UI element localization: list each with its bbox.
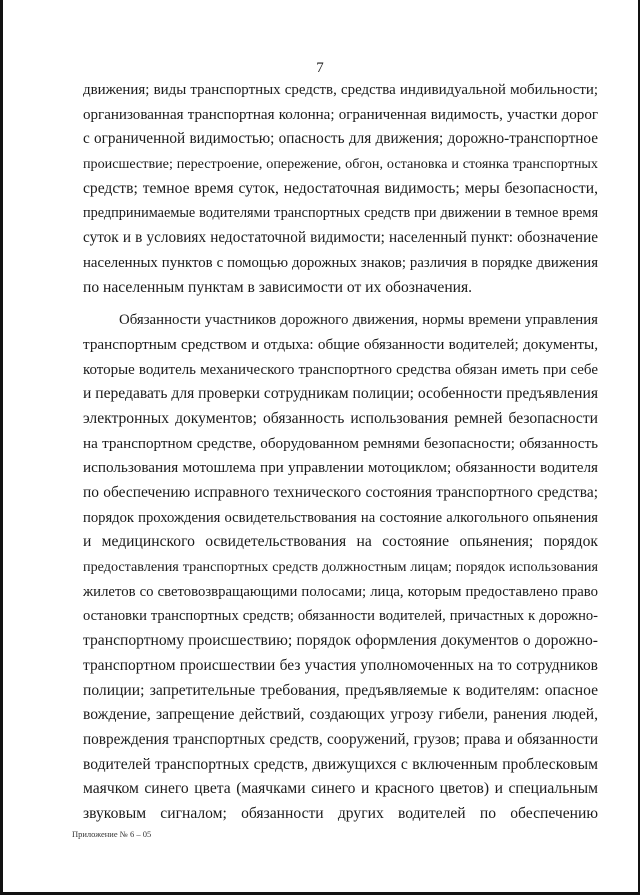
- text-line: предоставления транспортных средств должностным лицам; порядок использования: [83, 559, 598, 576]
- text-line: по населенным пунктам в зависимости от их обозначения.: [83, 278, 473, 296]
- text-line: вождение, запрещение действий, создающих угрозу гибели, ранения людей,: [83, 706, 598, 724]
- page-number: 7: [316, 60, 324, 76]
- text-line: и передавать для проверки сотрудникам полиции; особенности предъявления: [83, 385, 598, 403]
- footer-appendix-label: Приложение № 6 – 05: [72, 829, 152, 839]
- text-line: предпринимаемые водителями транспортных средств при движении в темное время: [83, 205, 598, 222]
- text-line: электронных документов; обязанность использования ремней безопасности: [83, 409, 598, 427]
- text-line: полиции; запретительные требования, предъявляемые к водителям: опасное: [83, 681, 598, 699]
- paragraph-1: [83, 78, 598, 300]
- text-line: и медицинского освидетельствования на состояние опьянения; порядок: [83, 533, 598, 551]
- text-line: звуковым сигналом; обязанности других водителей по обеспечению: [83, 804, 598, 822]
- text-line: движения; виды транспортных средств, средства индивидуальной мобильности;: [83, 82, 598, 98]
- text-line: транспортному происшествию; порядок оформления документов о дорожно-: [83, 632, 598, 650]
- text-line: транспортным средством и отдыха: общие обязанности водителей; документы,: [83, 335, 598, 353]
- text-line: организованная транспортная колонна; ограниченная видимость, участки дорог: [83, 106, 598, 123]
- text-line: остановки транспортных средств; обязанности водителей, причастных к дорожно-: [83, 608, 598, 625]
- text-line: населенных пунктов с помощью дорожных знаков; различия в порядке движения: [83, 254, 598, 271]
- text-line: жилетов со световозвращающими полосами; лица, которым предоставлено право: [83, 583, 598, 600]
- text-line: которые водитель механического транспортного средства обязан иметь при себе: [83, 361, 598, 378]
- text-line: по обеспечению исправного технического состояния транспортного средства;: [83, 484, 598, 501]
- text-line: порядок прохождения освидетельствования на состояние алкогольного опьянения: [83, 509, 598, 526]
- text-line: использования мотошлема при управлении мотоциклом; обязанности водителя: [83, 459, 598, 477]
- text-line: водителей транспортных средств, движущихся с включенным проблесковым: [83, 755, 598, 773]
- text-line: повреждения транспортных средств, сооружений, грузов; права и обязанности: [83, 730, 598, 748]
- text-line: средств; темное время суток, недостаточная видимость; меры безопасности,: [83, 179, 598, 197]
- text-line: с ограниченной видимостью; опасность для движения; дорожно-транспортное: [83, 130, 598, 148]
- body-text: [83, 78, 598, 827]
- scan-border-left: [0, 0, 3, 895]
- text-line: маячком синего цвета (маячками синего и красного цветов) и специальным: [83, 780, 598, 798]
- text-line: транспортном происшествии без участия уполномоченных на то сотрудников: [83, 656, 598, 674]
- text-line: суток и в условиях недостаточной видимости; населенный пункт: обозначение: [83, 229, 598, 247]
- text-line: Обязанности участников дорожного движения, нормы времени управления: [119, 312, 598, 329]
- paragraph-2: [83, 308, 598, 826]
- text-line: на транспортном средстве, оборудованном ремнями безопасности; обязанность: [83, 435, 598, 452]
- text-line: происшествие; перестроение, опережение, обгон, остановка и стоянка транспортных: [83, 156, 598, 173]
